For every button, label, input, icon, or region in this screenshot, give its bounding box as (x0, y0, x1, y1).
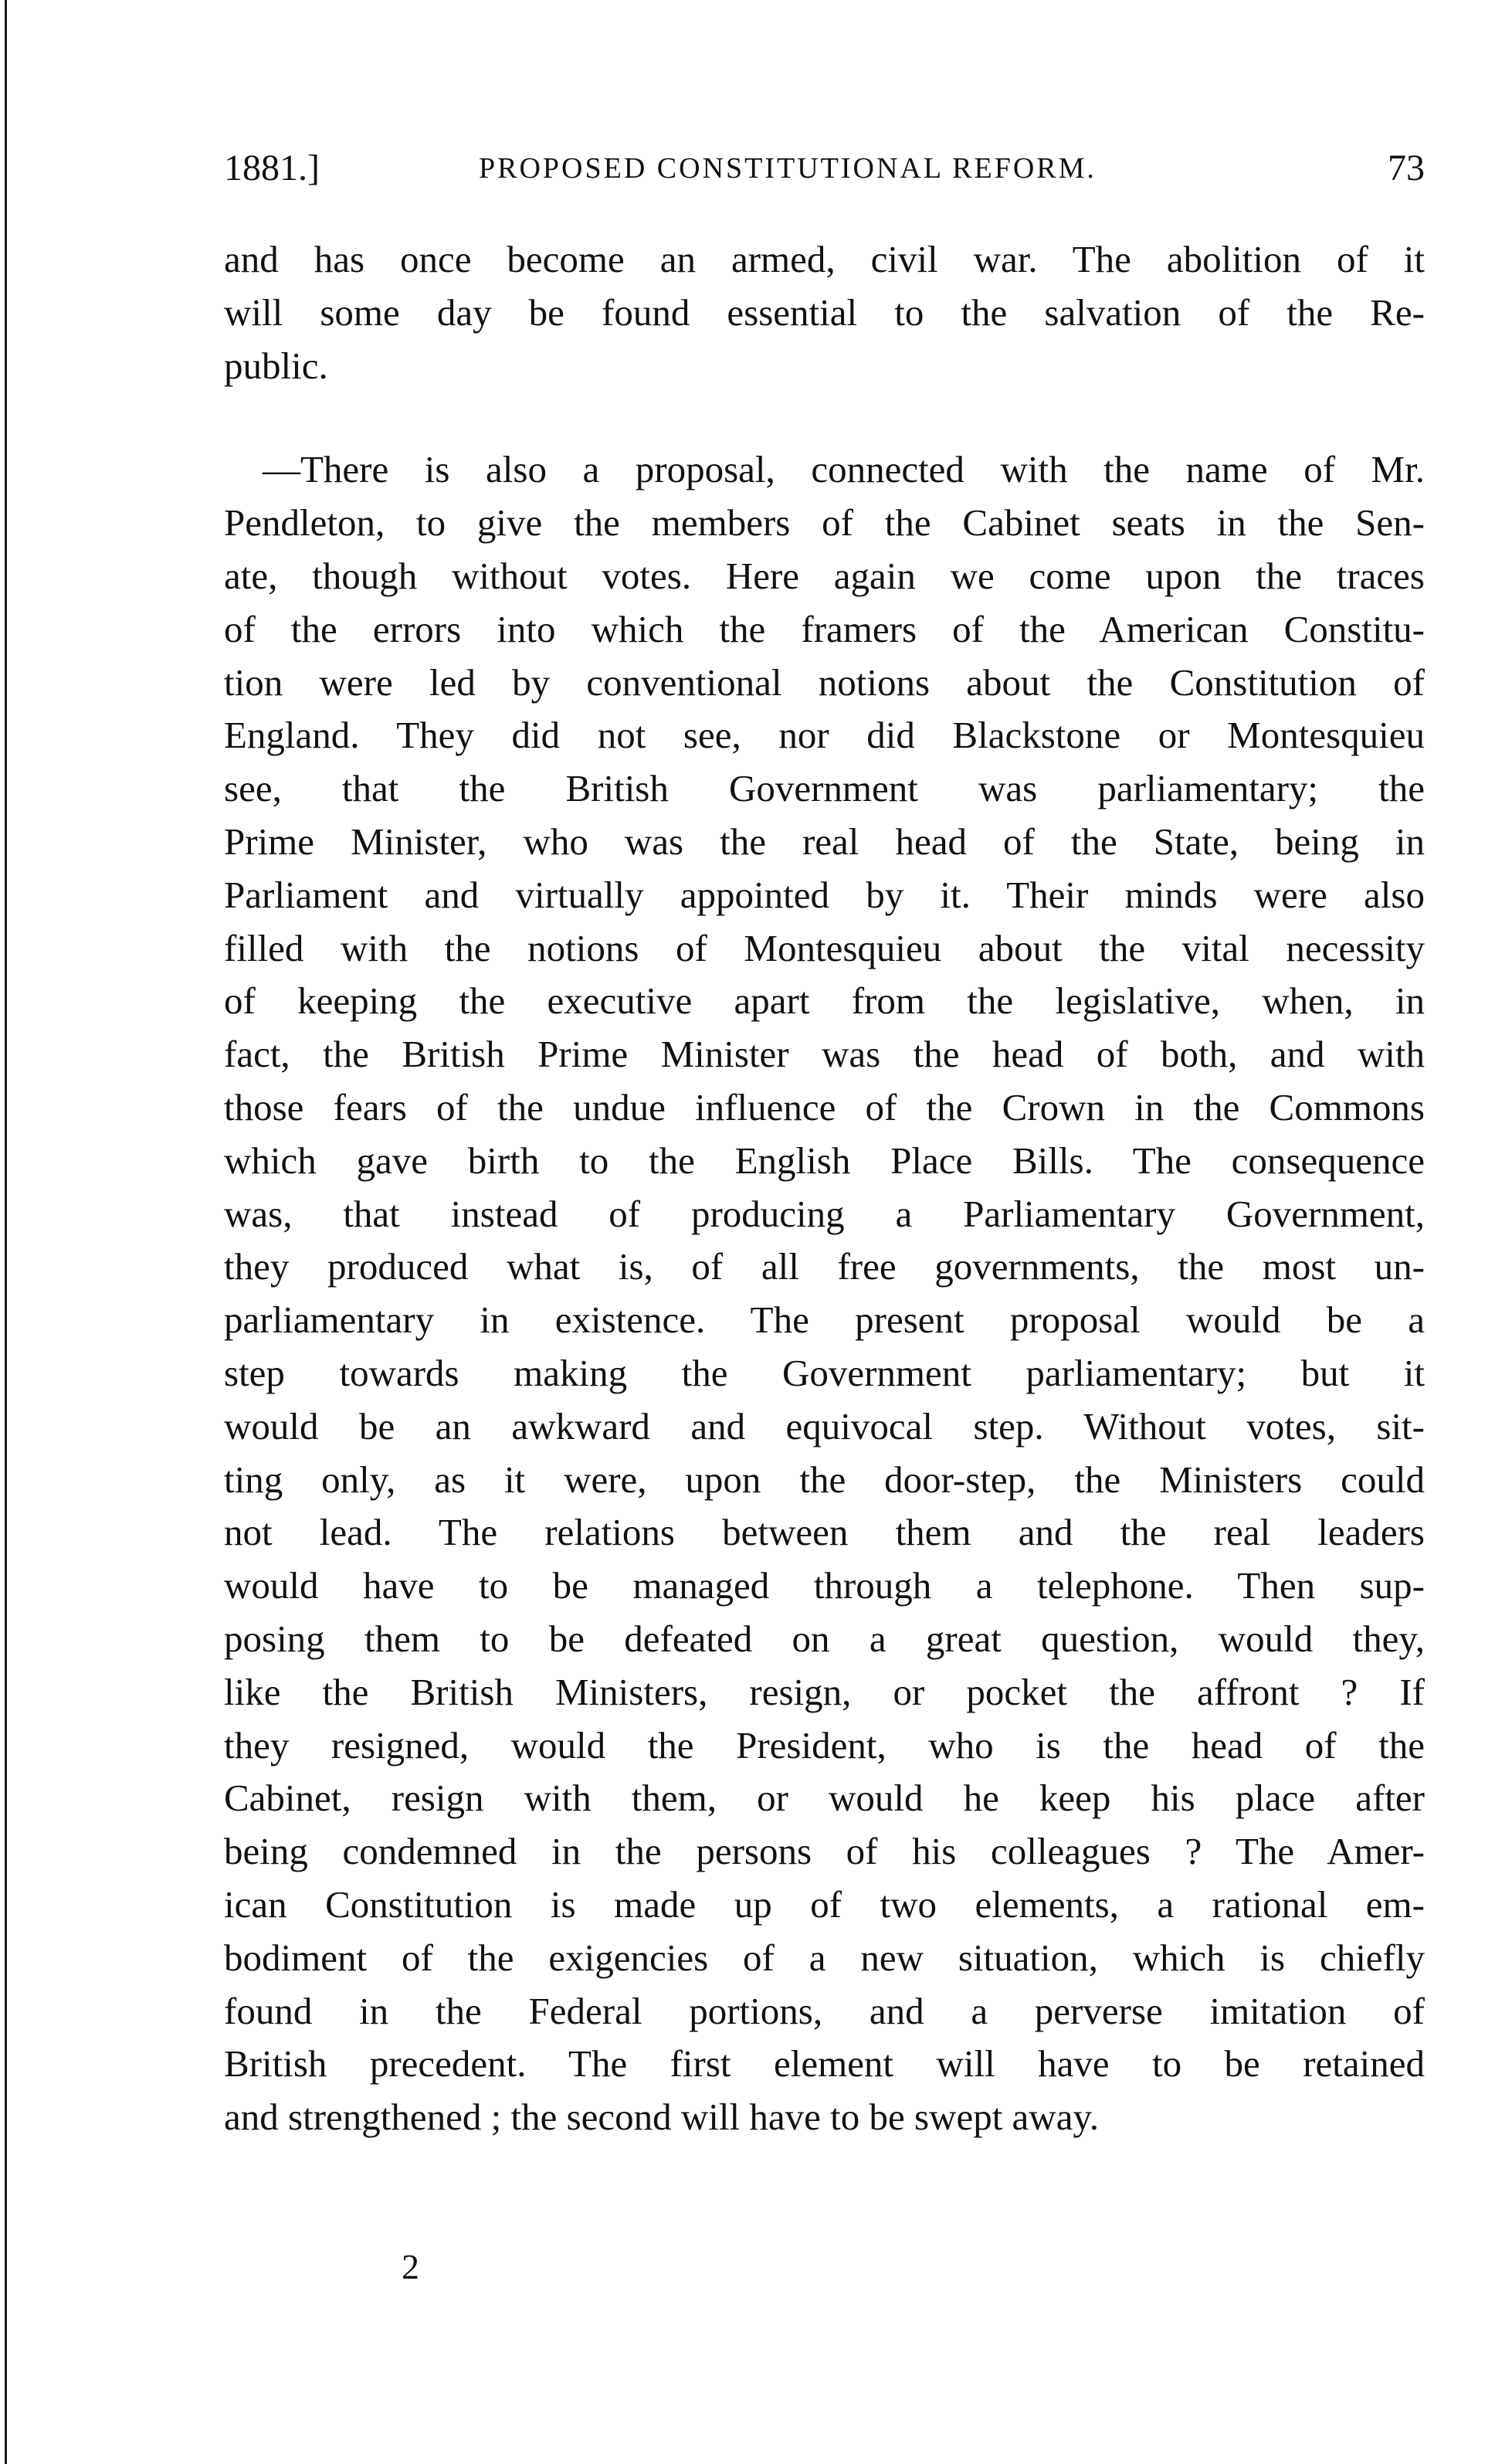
text-line: they produced what is, of all free governments, the most un- (224, 1245, 1425, 1288)
text-line: public. (224, 344, 328, 387)
text-line: fact, the British Prime Minister was the head of both, and with (224, 1033, 1425, 1076)
paragraph-2 (224, 443, 1425, 2144)
text-line: filled with the notions of Montesquieu about the vital necessity (224, 926, 1425, 969)
text-line: they resigned, would the President, who is the head of the (224, 1723, 1425, 1767)
text-line: of the errors into which the framers of the American Constitu- (224, 607, 1425, 650)
text-line: found in the Federal portions, and a perverse imitation of (224, 1989, 1425, 2032)
text-line: tion were led by conventional notions about the Constitution of (224, 660, 1425, 704)
text-line: posing them to be defeated on a great question, would they, (224, 1617, 1425, 1660)
text-line: Pendleton, to give the members of the Cabinet seats in the Sen- (224, 501, 1425, 545)
text-line: and strengthened ; the second will have to be swept away. (224, 2096, 1100, 2139)
running-head-year: 1881.] (224, 148, 320, 188)
text-line: ican Constitution is made up of two elements, a rational em- (224, 1882, 1425, 1926)
text-line: would have to be managed through a telephone. Then sup- (224, 1564, 1425, 1607)
body-text (224, 233, 1425, 2144)
running-head-title: PROPOSED CONSTITUTIONAL REFORM. (479, 152, 1097, 185)
text-line: which gave birth to the English Place Bills. The consequence (224, 1139, 1425, 1182)
paragraph-1 (224, 233, 1425, 392)
text-line: was, that instead of producing a Parliamentary Government, (224, 1192, 1425, 1235)
page-number: 73 (1388, 148, 1425, 188)
text-line: England. They did not see, nor did Blackstone or Montesquieu (224, 714, 1425, 757)
text-line: step towards making the Government parliamentary; but it (224, 1351, 1425, 1394)
text-line: Prime Minister, who was the real head of the State, being in (224, 820, 1425, 863)
text-line: and has once become an armed, civil war. The abolition of it (224, 238, 1425, 280)
paragraph-gap (224, 392, 1425, 443)
text-line: will some day be found essential to the salvation of the Re- (224, 290, 1425, 334)
text-line: bodiment of the exigencies of a new situation, which is chiefly (224, 1936, 1425, 1979)
running-head (224, 137, 1425, 199)
text-line: not lead. The relations between them and the real leaders (224, 1511, 1425, 1554)
text-line: of keeping the executive apart from the legislative, when, in (224, 979, 1425, 1023)
text-line: those fears of the undue influence of the Crown in the Commons (224, 1085, 1425, 1128)
text-line: ting only, as it were, upon the door-step, the Ministers could (224, 1458, 1425, 1501)
text-line: see, that the British Government was parliamentary; the (224, 767, 1425, 810)
text-line: would be an awkward and equivocal step. Without votes, sit- (224, 1404, 1425, 1448)
text-line: like the British Ministers, resign, or pocket the affront ? If (224, 1670, 1425, 1713)
signature-mark: 2 (402, 2247, 419, 2286)
page-edge-line (5, 0, 7, 2464)
text-line: Parliament and virtually appointed by it. Their minds were also (224, 873, 1425, 916)
text-line: Cabinet, resign with them, or would he keep his place after (224, 1777, 1425, 1820)
text-line: being condemned in the persons of his colleagues ? The Amer- (224, 1830, 1425, 1873)
text-line: British precedent. The first element will have to be retained (224, 2042, 1425, 2086)
text-line: —There is also a proposal, connected with the name of Mr. (263, 448, 1425, 491)
text-line: ate, though without votes. Here again we come upon the traces (224, 554, 1425, 597)
text-line: parliamentary in existence. The present proposal would be a (224, 1298, 1425, 1342)
